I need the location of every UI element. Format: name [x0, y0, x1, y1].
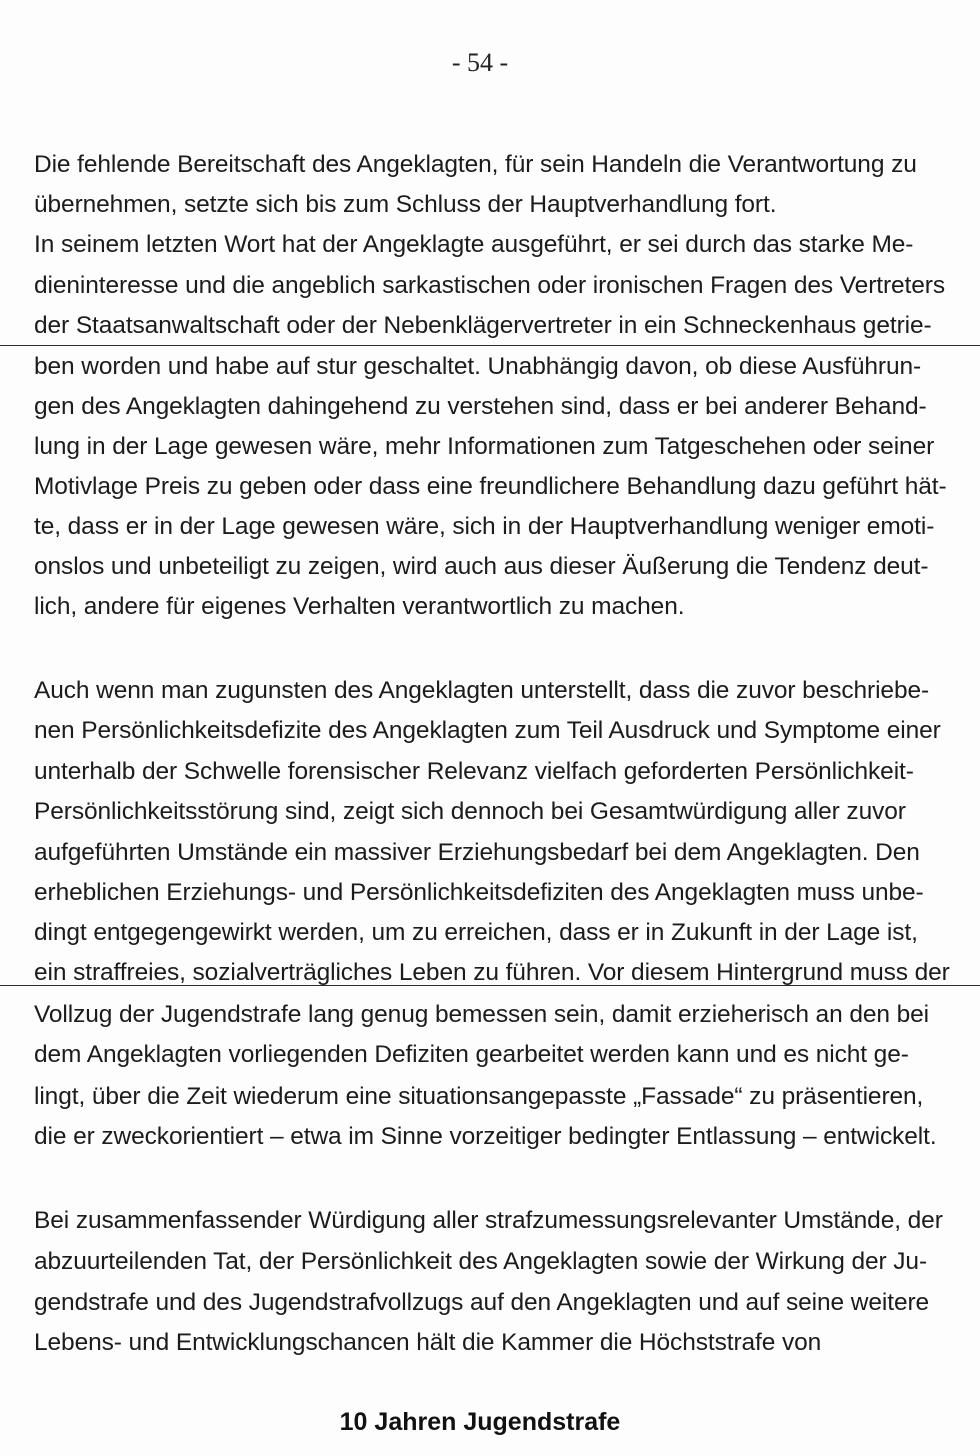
paragraph-1-line-6: ben worden und habe auf stur geschaltet. Unabhängig davon, ob diese Ausführun-: [34, 353, 922, 380]
paragraph-1-line-7: gen des Angeklagten dahingehend zu verstehen sind, dass er bei anderer Behand-: [34, 393, 927, 420]
paragraph-2-line-5: aufgeführten Umstände ein massiver Erziehungsbedarf bei dem Angeklagten. Den: [34, 839, 920, 866]
paragraph-2-line-2: nen Persönlichkeitsdefizite des Angeklagten zum Teil Ausdruck und Symptome einer: [34, 717, 941, 744]
paragraph-2-line-9: Vollzug der Jugendstrafe lang genug bemessen sein, damit erzieherisch an den bei: [34, 1001, 929, 1028]
paragraph-1-line-8: lung in der Lage gewesen wäre, mehr Informationen zum Tatgeschehen oder seiner: [34, 433, 935, 460]
paragraph-1-line-4: dieninteresse und die angeblich sarkastischen oder ironischen Fragen des Vertreters: [34, 272, 945, 299]
paragraph-2-line-12: die er zweckorientiert – etwa im Sinne vorzeitiger bedingter Entlassung – entwickelt.: [34, 1123, 937, 1150]
paragraph-2-line-11: lingt, über die Zeit wiederum eine situationsangepasste „Fassade“ zu präsentieren,: [34, 1083, 924, 1110]
paragraph-3-line-4: Lebens- und Entwicklungschancen hält die Kammer die Höchststrafe von: [34, 1329, 822, 1356]
paragraph-3-line-3: gendstrafe und des Jugendstrafvollzugs auf den Angeklagten und auf seine weitere: [34, 1289, 930, 1316]
paragraph-2-line-10: dem Angeklagten vorliegenden Defiziten gearbeitet werden kann und es nicht ge-: [34, 1041, 909, 1068]
paragraph-2-line-3: unterhalb der Schwelle forensischer Relevanz vielfach geforderten Persönlichkeit-: [34, 758, 914, 785]
horizontal-rule-top: [0, 345, 980, 346]
paragraph-2-line-4: Persönlichkeitsstörung sind, zeigt sich dennoch bei Gesamtwürdigung aller zuvor: [34, 798, 906, 825]
paragraph-1-line-9: Motivlage Preis zu geben oder dass eine freundlichere Behandlung dazu geführt hät-: [34, 473, 947, 500]
sentence-verdict: 10 Jahren Jugendstrafe: [339, 1408, 621, 1436]
horizontal-rule-middle: [0, 985, 980, 986]
paragraph-1-line-5: der Staatsanwaltschaft oder der Nebenklägervertreter in ein Schneckenhaus getrie-: [34, 312, 932, 339]
paragraph-1-line-12: lich, andere für eigenes Verhalten verantwortlich zu machen.: [34, 593, 685, 620]
page-number: - 54 -: [451, 48, 509, 77]
paragraph-2-line-8: ein straffreies, sozialverträgliches Leben zu führen. Vor diesem Hintergrund muss der: [34, 959, 950, 986]
paragraph-1-line-3: In seinem letzten Wort hat der Angeklagte ausgeführt, er sei durch das starke Me-: [34, 231, 914, 258]
paragraph-3-line-2: abzuurteilenden Tat, der Persönlichkeit des Angeklagten sowie der Wirkung der Ju-: [34, 1248, 928, 1275]
paragraph-2-line-1: Auch wenn man zugunsten des Angeklagten unterstellt, dass die zuvor beschriebe-: [34, 677, 930, 704]
paragraph-1-line-1: Die fehlende Bereitschaft des Angeklagten, für sein Handeln die Verantwortung zu: [34, 151, 917, 178]
paragraph-1-line-10: te, dass er in der Lage gewesen wäre, sich in der Hauptverhandlung weniger emoti-: [34, 513, 935, 540]
paragraph-2-line-6: erheblichen Erziehungs- und Persönlichkeitsdefiziten des Angeklagten muss unbe-: [34, 879, 924, 906]
paragraph-1-line-2: übernehmen, setzte sich bis zum Schluss der Hauptverhandlung fort.: [34, 191, 777, 218]
paragraph-2-line-7: dingt entgegengewirkt werden, um zu erreichen, dass er in Zukunft in der Lage ist,: [34, 919, 918, 946]
paragraph-3-line-1: Bei zusammenfassender Würdigung aller strafzumessungsrelevanter Umstände, der: [34, 1207, 943, 1234]
paragraph-1-line-11: onslos und unbeteiligt zu zeigen, wird auch aus dieser Äußerung die Tendenz deut-: [34, 553, 929, 580]
